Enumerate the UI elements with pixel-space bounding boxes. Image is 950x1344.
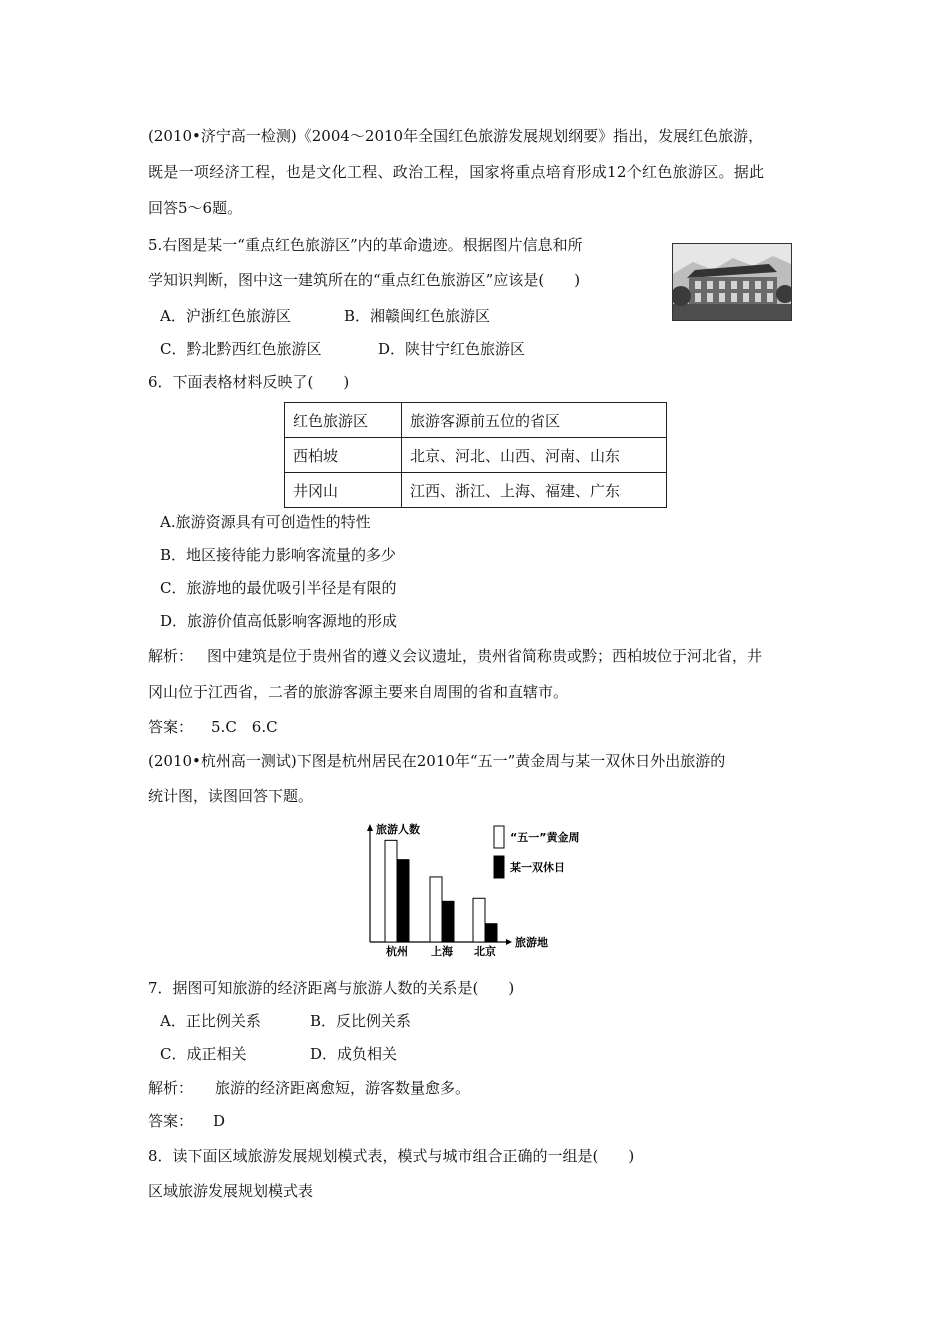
answer-text: 5.C 6.C — [211, 718, 278, 736]
table-header-cell: 红色旅游区 — [285, 403, 402, 438]
travel-bar-chart — [360, 818, 600, 962]
legend-label: “五一”黄金周 — [510, 831, 580, 844]
table-cell: 北京、河北、山西、河南、山东 — [402, 438, 667, 473]
table-cell: 江西、浙江、上海、福建、广东 — [402, 473, 667, 508]
answer-label: 答案： — [148, 1112, 194, 1130]
intro-a-line2: 既是一项经济工程，也是文化工程、政治工程，国家将重点培育形成12个红色旅游区。据此 — [148, 163, 765, 181]
intro-a-line3: 回答5～6题。 — [148, 199, 243, 217]
answer-7 — [148, 1111, 225, 1131]
intro-a-line1: (2010•济宁高一检测)《2004～2010年全国红色旅游发展规划纲要》指出，发展红色旅游， — [148, 127, 764, 145]
bar-golden-week — [473, 898, 485, 942]
x-tick-label: 杭州 — [386, 945, 408, 958]
q5-option-a: A．沪浙红色旅游区 — [160, 307, 291, 325]
bar-weekend — [442, 901, 454, 942]
tourist-source-table — [284, 402, 667, 508]
x-axis-label: 旅游地 — [515, 936, 548, 949]
y-axis-label: 旅游人数 — [376, 823, 420, 836]
q6-option-d: D．旅游价值高低影响客源地的形成 — [160, 612, 398, 630]
table-cell: 井冈山 — [285, 473, 402, 508]
analysis-56-line2: 冈山位于江西省，二者的旅游客源主要来自周围的省和直辖市。 — [148, 683, 569, 701]
analysis-text: 旅游的经济距离愈短，游客数量愈多。 — [215, 1079, 471, 1097]
q7-stem: 7．据图可知旅游的经济距离与旅游人数的关系是( ) — [148, 979, 515, 997]
answer-56 — [148, 717, 278, 737]
bar-weekend — [485, 924, 497, 942]
intro-b-line2: 统计图，读图回答下题。 — [148, 787, 314, 805]
q6-option-b: B．地区接待能力影响客流量的多少 — [160, 546, 397, 564]
table-row — [285, 473, 667, 508]
chart-legend — [494, 826, 579, 878]
analysis-text: 图中建筑是位于贵州省的遵义会议遗址，贵州省简称贵或黔；西柏坡位于河北省，井 — [207, 647, 763, 665]
q8-stem: 8．读下面区域旅游发展规划模式表，模式与城市组合正确的一组是( ) — [148, 1147, 635, 1165]
q8-table-caption: 区域旅游发展规划模式表 — [148, 1182, 314, 1200]
q7-option-d: D．成负相关 — [310, 1045, 398, 1063]
intro-b-line1: (2010•杭州高一测试)下图是杭州居民在2010年“五一”黄金周与某一双休日外出旅游的 — [148, 752, 726, 770]
legend-swatch — [494, 856, 504, 878]
analysis-label: 解析： — [148, 1079, 194, 1097]
bar-golden-week — [385, 840, 397, 942]
q6-option-c: C．旅游地的最优吸引半径是有限的 — [160, 579, 397, 597]
table-cell: 西柏坡 — [285, 438, 402, 473]
y-axis-arrow — [367, 824, 373, 831]
chart-bars — [385, 840, 497, 942]
q5-option-d: D．陕甘宁红色旅游区 — [378, 340, 526, 358]
table-header-cell: 旅游客源前五位的省区 — [402, 403, 667, 438]
bar-golden-week — [430, 877, 442, 942]
q6-option-a: A.旅游资源具有可创造性的特性 — [160, 513, 371, 531]
q5-option-c: C．黔北黔西红色旅游区 — [160, 340, 322, 358]
analysis-7 — [148, 1078, 470, 1098]
analysis-56-line1 — [148, 646, 762, 666]
q6-stem: 6．下面表格材料反映了( ) — [148, 373, 350, 391]
q5-stem-line1: 5.右图是某一“重点红色旅游区”内的革命遗迹。根据图片信息和所 — [148, 236, 583, 254]
building-illustration — [673, 244, 791, 320]
table-header-row — [285, 403, 667, 438]
x-axis-arrow — [506, 939, 512, 945]
q7-option-b: B．反比例关系 — [310, 1012, 412, 1030]
q7-option-a: A．正比例关系 — [160, 1012, 261, 1030]
table-row — [285, 438, 667, 473]
x-tick-label: 北京 — [474, 945, 496, 958]
answer-text: D — [213, 1112, 226, 1130]
x-tick-label: 上海 — [431, 945, 453, 958]
legend-label: 某一双休日 — [510, 861, 565, 874]
q5-option-b: B．湘赣闽红色旅游区 — [344, 307, 491, 325]
q5-stem-line2: 学知识判断，图中这一建筑所在的“重点红色旅游区”应该是( ) — [148, 271, 581, 289]
q7-option-c: C．成正相关 — [160, 1045, 247, 1063]
legend-swatch — [494, 826, 504, 848]
analysis-label: 解析： — [148, 647, 194, 665]
revolutionary-site-photo — [672, 243, 792, 321]
bar-weekend — [397, 860, 409, 942]
answer-label: 答案： — [148, 718, 194, 736]
